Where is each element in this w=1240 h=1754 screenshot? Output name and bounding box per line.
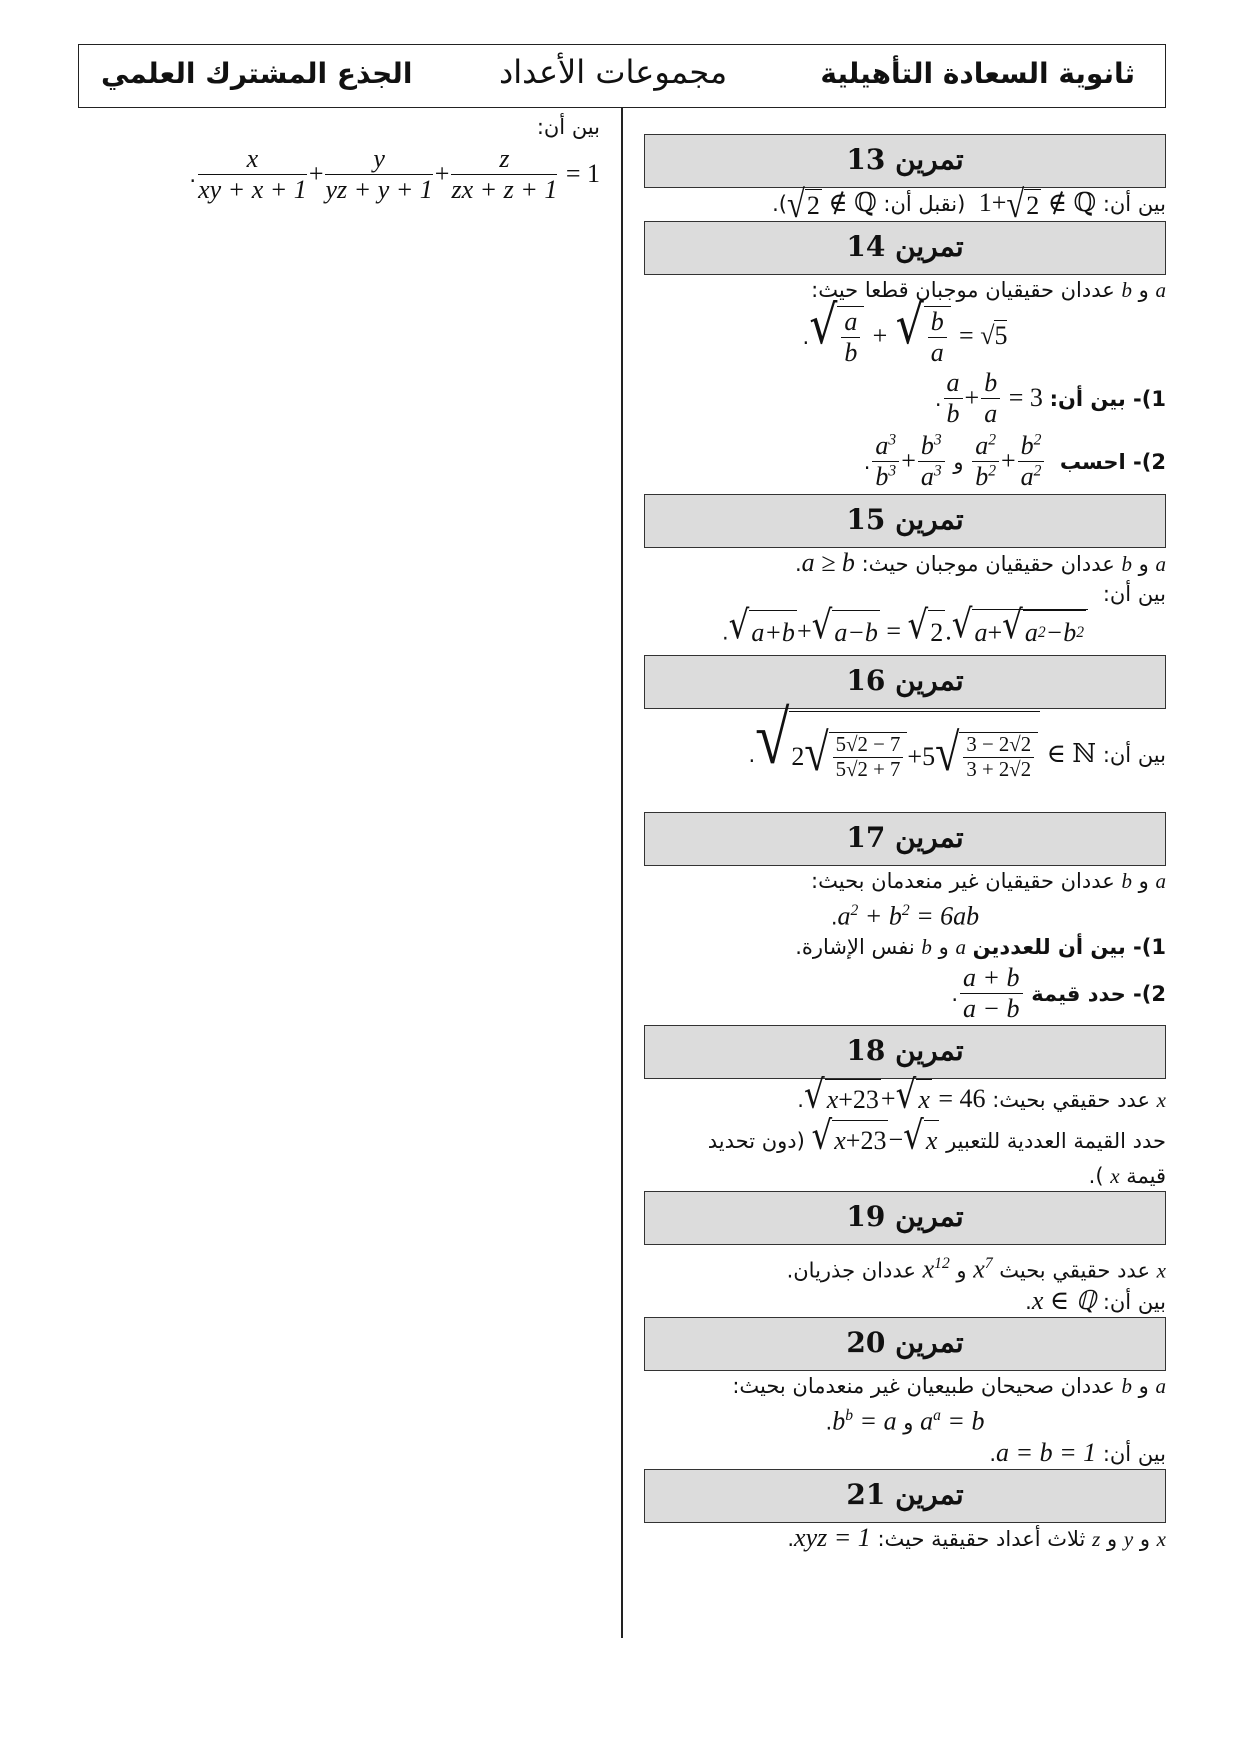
exercise-14-question-2: 2)- احسب $\frac{a^2}{b^2}$ + $\frac{b^2}{a^2}$ و $\frac{a^3}{b^3}$ + $\frac{b^3}{a^3}$ . [863, 431, 1166, 492]
page-header [78, 44, 1166, 108]
exercise-18-question-end: قيمة x ). [1088, 1164, 1166, 1189]
exercise-20-statement: a و b عددان صحيحان طبيعيان غير منعدمان بحيث: [732, 1373, 1166, 1398]
exercise-20-title: تمرين 20 [644, 1317, 1166, 1371]
exercise-17-title: تمرين 17 [644, 812, 1166, 866]
exercise-15-equation: √ a+b + √ a−b = √ 2 . √ a + √ a 2 −b 2 . [644, 609, 1166, 655]
exercise-17-question-2: 2)- حدد قيمة $\frac{a + b}{a - b}$ . [951, 963, 1166, 1024]
exercise-18-question: حدد القيمة العددية للتعبير √ x +23 − √ x (دون تحديد [644, 1120, 1166, 1161]
exercise-21-title: تمرين 21 [644, 1469, 1166, 1523]
exercise-18-title: تمرين 18 [644, 1025, 1166, 1079]
exercise-21-equation: $\frac{x}{xy + x + 1}$ + $\frac{y}{yz + y + 1}$ + $\frac{z}{zx + z + 1}$ = 1. [189, 144, 600, 204]
column-divider [621, 108, 623, 1638]
exercise-17-question-1: 1)- بين أن للعددين a و b نفس الإشارة. [795, 935, 1166, 960]
exercise-17-statement: a و b عددان حقيقيان غير منعدمان بحيث: [811, 868, 1166, 893]
right-column [644, 134, 1166, 1554]
class-level: الجذع المشترك العلمي [101, 57, 413, 90]
exercise-16-title: تمرين 16 [644, 655, 1166, 709]
school-name: ثانوية السعادة التأهيلية [820, 57, 1135, 90]
exercise-15-statement: a و b عددان حقيقيان موجبان حيث: a ≥ b. [794, 548, 1166, 578]
exercise-19-statement: x عدد حقيقي بحيث $x^7$ و $x^{12}$ عددان جذريان. [786, 1254, 1166, 1284]
exercise-13-title: تمرين 13 [644, 134, 1166, 188]
exercise-14-title: تمرين 14 [644, 221, 1166, 275]
exercise-21-statement: x و y و z ثلاث أعداد حقيقية حيث: xyz = 1. [787, 1522, 1166, 1552]
exercise-15-title: تمرين 15 [644, 494, 1166, 548]
exercise-19-question: بين أن: x ∈ ℚ. [1025, 1285, 1166, 1315]
exercise-20-equation: $a^a = b$ و $b^b = a$. [825, 1406, 985, 1436]
exercise-21-continuation: بين أن: [536, 115, 600, 139]
page-title: مجموعات الأعداد [499, 53, 728, 91]
exercise-15-show: بين أن: [1102, 582, 1166, 607]
exercise-14-statement: a و b عددان حقيقيان موجبان قطعا حيث: [811, 278, 1166, 303]
exercise-19-title: تمرين 19 [644, 1191, 1166, 1245]
exercise-14-question-1: 1)- بين أن: $\frac{a}{b}$ + $\frac{b}{a}$ = 3. [934, 368, 1166, 429]
exercise-20-question: بين أن: a = b = 1. [989, 1437, 1166, 1467]
exercise-18-statement: x عدد حقيقي بحيث: √ x +23 + √ x = 46. [644, 1079, 1166, 1120]
exercise-14-equation: √ $\frac{a}{b}$ + √ $\frac{b}{a}$ = √5. [802, 294, 1008, 367]
exercise-17-equation: $a^2 + b^2 = 6ab$. [830, 901, 980, 931]
exercise-13-statement: بين أن: 1+ √ 2 ∉ ℚ (نقبل أن: √ 2 ∉ ℚ). [772, 183, 1166, 227]
left-column [78, 112, 600, 207]
exercise-16-statement: بين أن: √ 2 √ $\frac{5√2 - 7}{5√2 + 7}$ +5 √ $\frac{3 - 2√2}{3 + 2√2}$ ∈ ℕ. [644, 709, 1166, 802]
